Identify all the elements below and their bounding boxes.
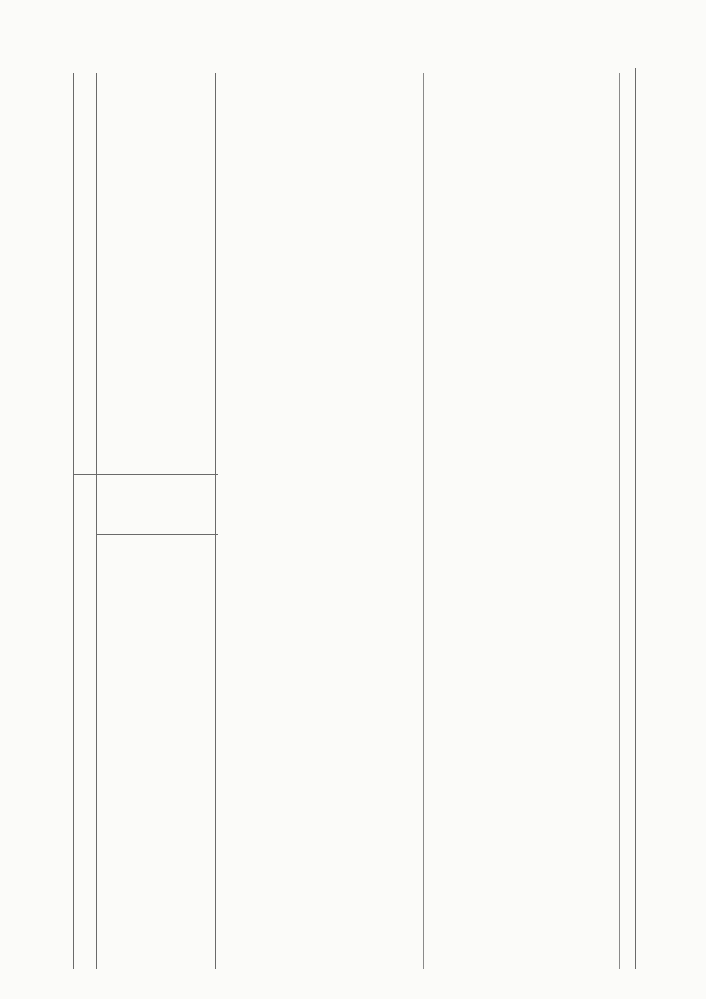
column-divider-value [423,73,424,969]
column-divider-number [96,73,97,969]
section-separator [96,534,218,535]
column-divider-label [215,73,216,969]
table-border-right [635,68,636,969]
section-separator [73,474,218,475]
table-border-left [73,73,74,969]
column-divider-right [619,73,620,969]
